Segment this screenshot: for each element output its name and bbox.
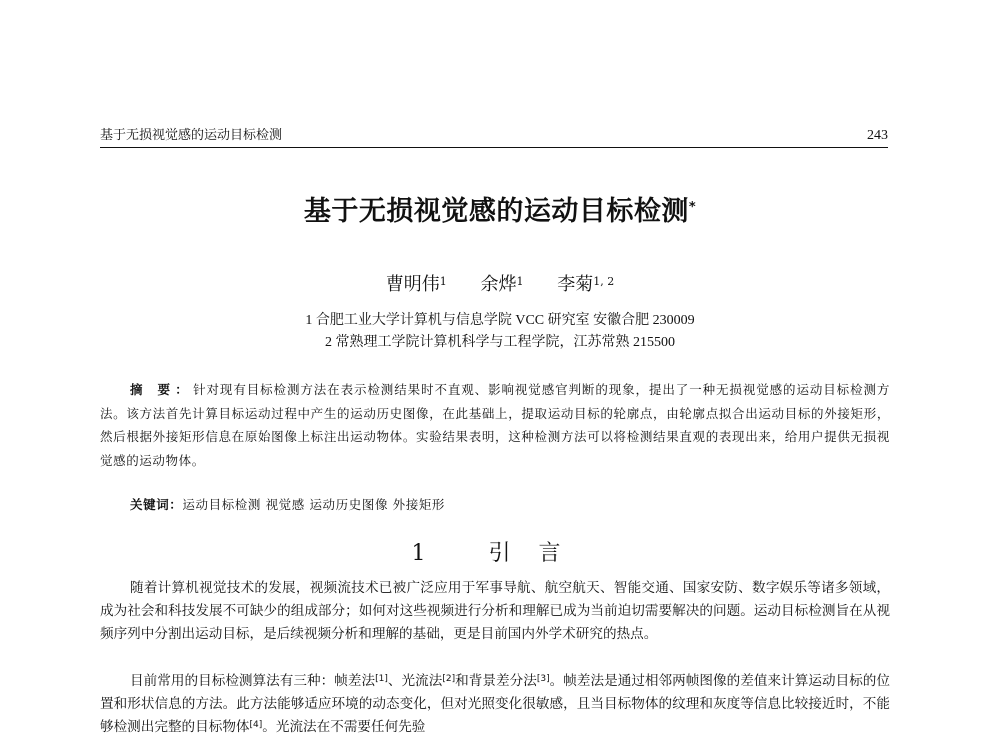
- author: 曹明伟$^1$: [385, 274, 447, 295]
- author-list: [0, 273, 1000, 297]
- citation-ref[interactable]: [4]: [249, 720, 263, 731]
- running-title: 基于无损视觉感的运动目标检测: [100, 128, 283, 143]
- keywords-text: 运动目标检测 视觉感 运动历史图像 外接矩形: [182, 497, 446, 512]
- paper-title-text: 基于无损视觉感的运动目标检测: [303, 196, 689, 227]
- title-footnote-mark: *: [688, 200, 697, 215]
- citation-ref[interactable]: [1]: [375, 674, 388, 684]
- body-paragraph-1: [100, 577, 890, 647]
- author: 李菊$^{1, 2}$: [557, 274, 615, 295]
- page-number: 243: [867, 128, 888, 143]
- body-paragraph-2: [100, 670, 890, 740]
- keywords-label: 关键词：: [130, 497, 183, 512]
- abstract: [100, 378, 890, 472]
- keywords: [130, 495, 445, 515]
- author: 余烨$^1$: [480, 274, 524, 295]
- section-heading: 1 引言: [411, 541, 589, 566]
- paragraph-text: 随着计算机视觉技术的发展，视频流技术已被广泛应用于军事导航、航空航天、智能交通、国家安防、数字娱乐等诸多领域，成为社会和科技发展不可缺少的组成部分；如何对这些视频进行分析和理解已成为当前迫切需要解决的问题。运动目标检测旨在从视频序列中分割出运动目标，是后续视频分析和理解的基础，更是目前国内外学术研究的热点。: [100, 580, 890, 643]
- paper-title: [0, 195, 1000, 229]
- citation-ref[interactable]: [2]: [442, 674, 456, 684]
- affiliation-1: 1 合肥工业大学计算机与信息学院 VCC 研究室 安徽合肥 230009: [305, 313, 695, 328]
- running-header: [100, 127, 888, 148]
- paragraph-text: 目前常用的目标检测算法有三种：帧差法[1]、光流法[2]和背景差分法[3]。帧差法是通过相邻两帧图像的差值来计算运动目标的位置和形状信息的方法。此方法能够适应环境的动态变化，但对光照变化很敏感，且当目标物体的纹理和灰度等信息比较接近时，不能够检测出完整的目标物体[4]。光流法在不需要任何先验: [100, 673, 891, 736]
- abstract-text: 针对现有目标检测方法在表示检测结果时不直观、影响视觉感官判断的现象，提出了一种无损视觉感的运动目标检测方法。该方法首先计算目标运动过程中产生的运动历史图像，在此基础上，提取运动目标的轮廓点，由轮廓点拟合出运动目标的外接矩形，然后根据外接矩形信息在原始图像上标注出运动物体。实验结果表明，这种检测方法可以将检测结果直观的表现出来，给用户提供无损视觉感的运动物体。: [100, 382, 891, 468]
- affiliation-2: 2 常熟理工学院计算机科学与工程学院，江苏常熟 215500: [325, 335, 675, 350]
- abstract-label: 摘 要：: [130, 382, 194, 397]
- citation-ref[interactable]: [3]: [536, 674, 550, 684]
